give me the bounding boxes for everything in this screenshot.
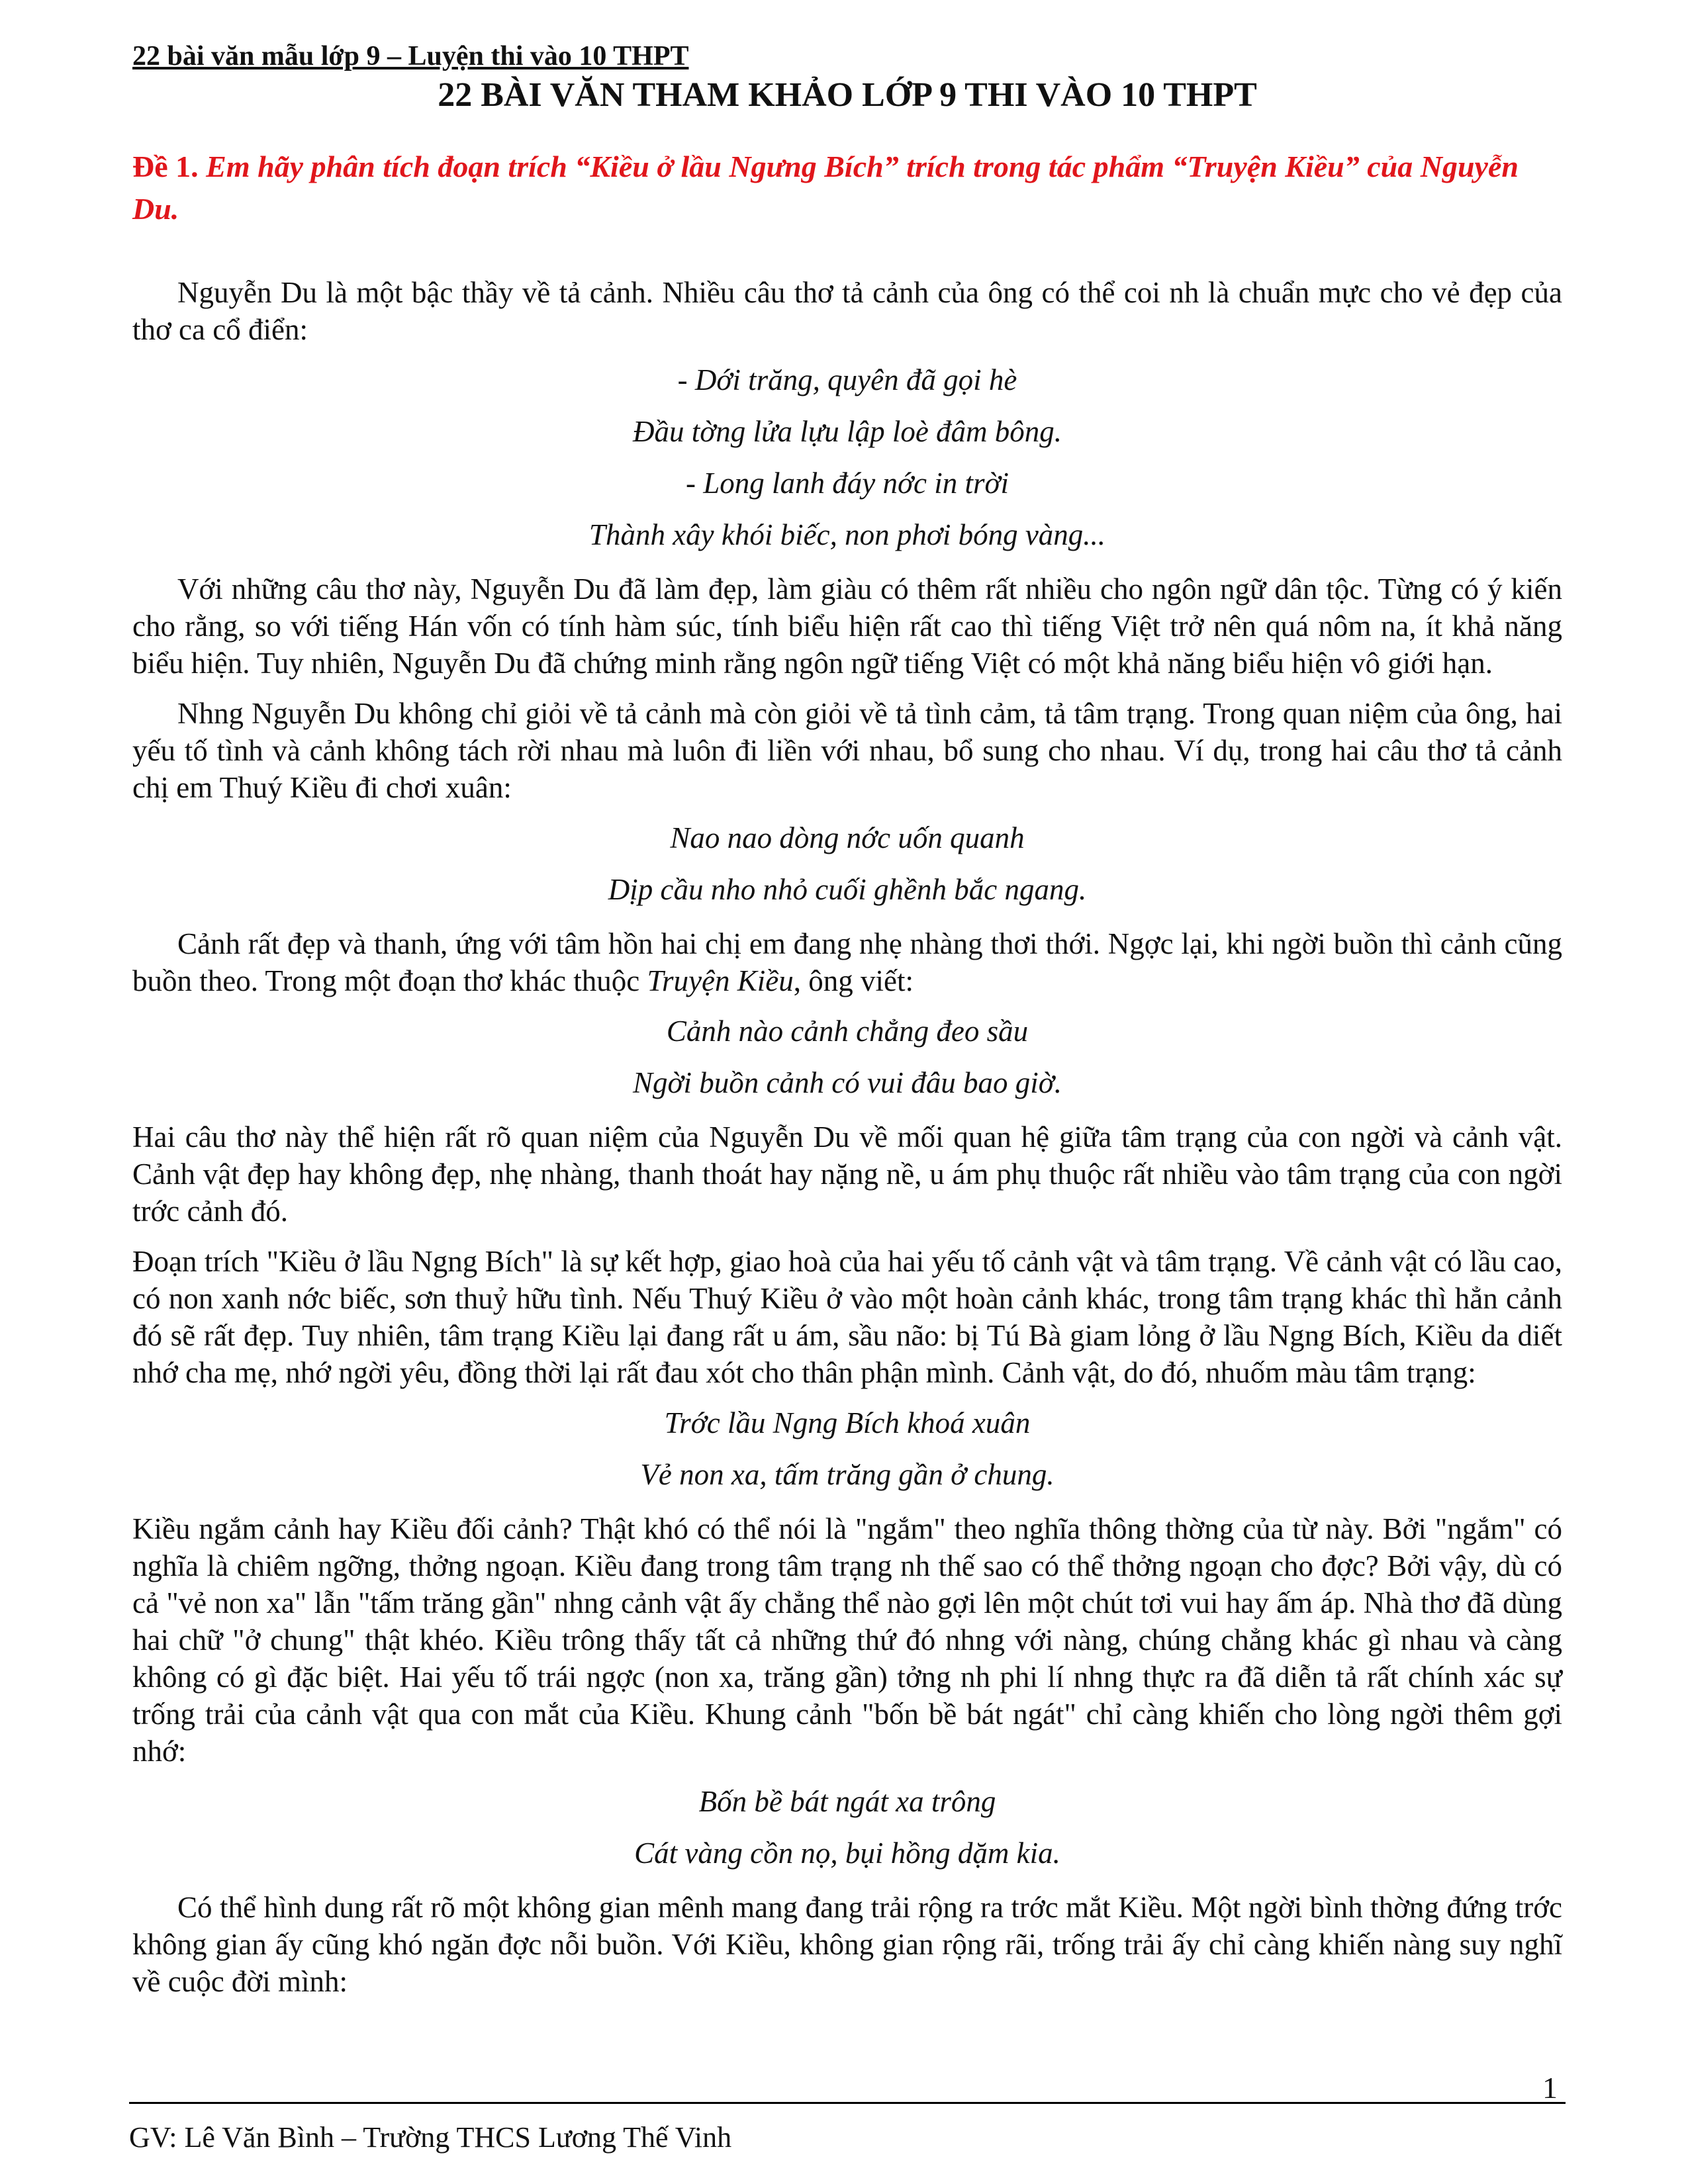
work-title-truyen-kieu: Truyện Kiều <box>647 964 794 997</box>
verse-line-8: Ngời buồn cảnh có vui đâu bao giờ. <box>633 1066 1062 1099</box>
verse-line-3: - Long lanh đáy nớc in trời <box>685 467 1009 500</box>
verse-line-2: Đầu tờng lửa lựu lập loè đâm bông. <box>632 415 1062 448</box>
footer-teacher-info: GV: Lê Văn Bình – Trường THCS Lương Thế Vinh <box>129 2121 732 2154</box>
paragraph-6: Đoạn trích "Kiều ở lầu Ngng Bích" là sự kết hợp, giao hoà của hai yếu tố cảnh vật và tâm trạng. Về cảnh vật có lầu cao, có non xanh nớc biếc, sơn thuỷ hữu tình. Nếu Thuý Kiều ở vào một hoàn cảnh khác, trong tâm trạng khác thì hẳn cảnh đó sẽ rất đẹp. Tuy nhiên, tâm trạng Kiều lại đang rất u ám, sầu não: bị Tú Bà giam lỏng ở lầu Ngng Bích, Kiều da diết nhớ cha mẹ, nhớ ngời yêu, đồng thời lại rất đau xót cho thân phận mình. Cảnh vật, do đó, nhuốm màu tâm trạng: <box>132 1245 1562 1389</box>
verse-line-5: Nao nao dòng nớc uốn quanh <box>670 821 1025 854</box>
paragraph-5: Hai câu thơ này thể hiện rất rõ quan niệm của Nguyễn Du về mối quan hệ giữa tâm trạng của con ngời và cảnh vật. Cảnh vật đẹp hay không đẹp, nhẹ nhàng, thanh thoát hay nặng nề, u ám phụ thuộc rất nhiều vào tâm trạng của con ngời trớc cảnh đó. <box>132 1120 1562 1228</box>
verse-line-11: Bốn bề bát ngát xa trông <box>698 1785 996 1818</box>
document-title: 22 BÀI VĂN THAM KHẢO LỚP 9 THI VÀO 10 THPT <box>438 76 1257 114</box>
verse-line-1: - Dới trăng, quyên đã gọi hè <box>677 363 1017 396</box>
running-header: 22 bài văn mẫu lớp 9 – Luyện thi vào 10 THPT <box>132 41 689 71</box>
page-number: 1 <box>1542 2071 1558 2105</box>
question-number: Đề 1. <box>132 150 199 183</box>
question-prompt <box>132 146 1562 230</box>
paragraph-7: Kiều ngắm cảnh hay Kiều đối cảnh? Thật khó có thể nói là "ngắm" theo nghĩa thông thờng của từ này. Bởi "ngắm" có nghĩa là chiêm ngỡng, thởng ngoạn. Kiều đang trong tâm trạng nh thế sao có thể thởng ngoạn cho đợc? Bởi vậy, dù có cả "vẻ non xa" lẫn "tấm trăng gần" nhng cảnh vật ấy chẳng thể nào gợi lên một chút tơi vui hay ấm áp. Nhà thơ đã dùng hai chữ "ở chung" thật khéo. Kiều trông thấy tất cả những thứ đó nhng với nàng, chúng chẳng khác gì nhau và càng không có gì đặc biệt. Hai yếu tố trái ngợc (non xa, trăng gần) tởng nh phi lí nhng thực ra đã diễn tả rất chính xác sự trống trải của cảnh vật qua con mắt của Kiều. Khung cảnh "bốn bề bát ngát" chỉ càng khiến cho lòng ngời thêm gợi nhớ: <box>132 1512 1562 1768</box>
question-text: Em hãy phân tích đoạn trích “Kiều ở lầu Ngưng Bích” trích trong tác phẩm “Truyện Kiều” của Nguyễn Du. <box>132 150 1519 226</box>
verse-line-10: Vẻ non xa, tấm trăng gần ở chung. <box>640 1458 1055 1491</box>
verse-line-9: Trớc lầu Ngng Bích khoá xuân <box>664 1406 1031 1439</box>
verse-line-6: Dịp cầu nho nhỏ cuối ghềnh bắc ngang. <box>608 873 1087 906</box>
verse-line-4: Thành xây khói biếc, non phơi bóng vàng... <box>588 518 1106 551</box>
verse-line-7: Cảnh nào cảnh chẳng đeo sầu <box>666 1015 1029 1048</box>
paragraph-8: Có thể hình dung rất rõ một không gian mênh mang đang trải rộng ra trớc mắt Kiều. Một ngời bình thờng đứng trớc không gian ấy cũng khó ngăn đợc nỗi buồn. Với Kiều, không gian rộng rãi, trống trải ấy chỉ càng khiến nàng suy nghĩ về cuộc đời mình: <box>132 1891 1562 1998</box>
verse-line-12: Cát vàng cồn nọ, bụi hồng dặm kia. <box>634 1837 1060 1870</box>
page-content <box>132 40 1562 2013</box>
paragraph-3: Nhng Nguyễn Du không chỉ giỏi về tả cảnh mà còn giỏi về tả tình cảm, tả tâm trạng. Trong quan niệm của ông, hai yếu tố tình và cảnh không tách rời nhau mà luôn đi liền với nhau, bổ sung cho nhau. Ví dụ, trong hai câu thơ tả cảnh chị em Thuý Kiều đi chơi xuân: <box>132 697 1562 804</box>
paragraph-1: Nguyễn Du là một bậc thầy về tả cảnh. Nhiều câu thơ tả cảnh của ông có thể coi nh là chuẩn mực cho vẻ đẹp của thơ ca cổ điển: <box>132 276 1562 346</box>
paragraph-4-text-a: Cảnh rất đẹp và thanh, ứng với tâm hồn hai chị em đang nhẹ nhàng thơi thới. Ngợc lại, khi ngời buồn thì cảnh cũng buồn theo. Trong một đoạn thơ khác thuộc <box>132 927 1562 997</box>
paragraph-2: Với những câu thơ này, Nguyễn Du đã làm đẹp, làm giàu có thêm rất nhiều cho ngôn ngữ dân tộc. Từng có ý kiến cho rằng, so với tiếng Hán vốn có tính hàm súc, tính biểu hiện rất cao thì tiếng Việt trở nên quá nôm na, ít khả năng biểu hiện. Tuy nhiên, Nguyễn Du đã chứng minh rằng ngôn ngữ tiếng Việt có một khả năng biểu hiện vô giới hạn. <box>132 572 1562 680</box>
paragraph-4 <box>132 925 1562 999</box>
paragraph-4-text-b: , ông viết: <box>793 964 914 997</box>
footer-divider <box>129 2102 1566 2104</box>
